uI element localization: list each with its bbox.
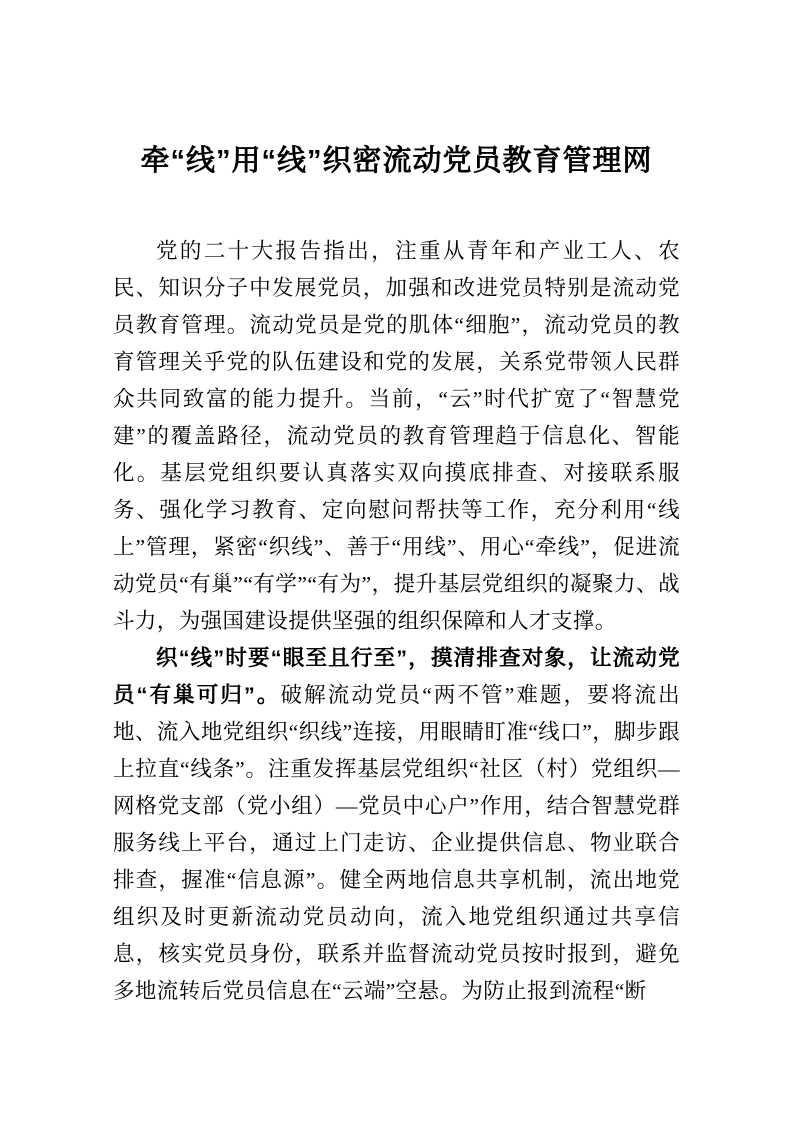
paragraph-1-text: 党的二十大报告指出，注重从青年和产业工人、农民、知识分子中发展党员，加强和改进党员特别是流动党员教育管理。流动党员是党的肌体“细胞”，流动党员的教育管理关乎党的队伍建设和党的发展，关系党带领人民群众共同致富的能力提升。当前，“云”时代扩宽了“智慧党建”的覆盖路径，流动党员的教育管理趋于信息化、智能化。基层党组织要认真落实双向摸底排查、对接联系服务、强化学习教育、定向慰问帮扶等工作，充分利用“线上”管理，紧密“织线”、善于“用线”、用心“牵线”，促进流动党员“有巢”“有学”“有为”，提升基层党组织的凝聚力、战斗力，为强国建设提供坚强的组织保障和人才支撑。 [113,239,680,633]
paragraph-2-text: 破解流动党员“两不管”难题，要将流出地、流入地党组织“织线”连接，用眼睛盯准“线口”，脚步跟上拉直“线条”。注重发挥基层党组织“社区（村）党组织—网格党支部（党小组）—党员中心户”作用，结合智慧党群服务线上平台，通过上门走访、企业提供信息、物业联合排查，握准“信息源”。健全两地信息共享机制，流出地党组织及时更新流动党员动向，流入地党组织通过共享信息，核实党员身份，联系并监督流动党员按时报到，避免多地流转后党员信息在“云端”空悬。为防止报到流程“断 [113,683,680,1003]
paragraph-1 [113,233,680,640]
paragraph-2 [113,640,680,1010]
document-content [113,0,680,1010]
paragraph-2-bold-lead: 织“线”时要“眼至且行至”，摸清排查对象，让流动党员“有巢可归”。 [113,646,680,707]
document-title: 牵“线”用“线”织密流动党员教育管理网 [140,145,653,177]
